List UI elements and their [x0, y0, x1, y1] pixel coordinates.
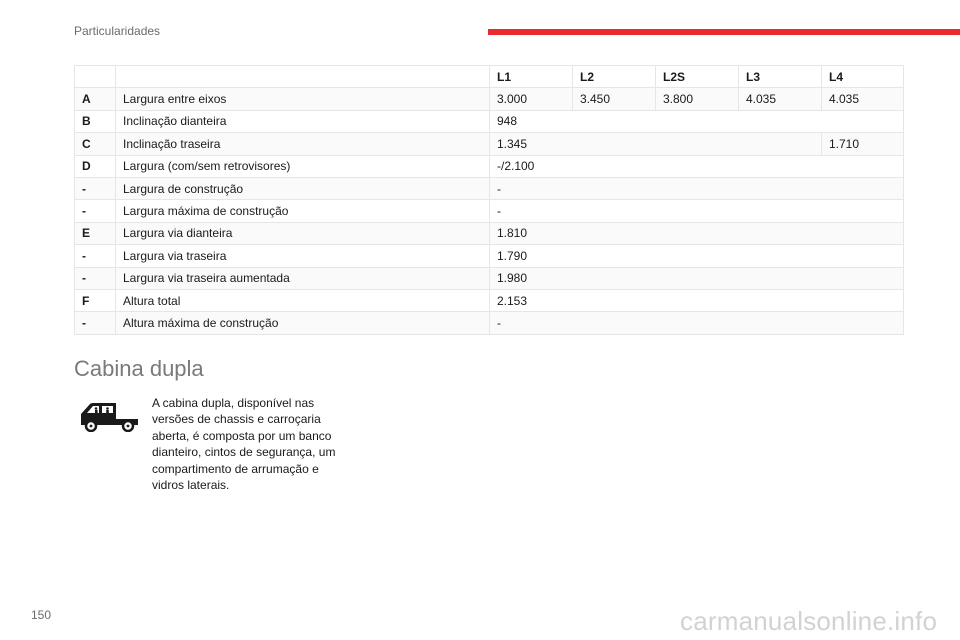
row-value: 1.810 — [490, 222, 904, 244]
row-value: 1.710 — [822, 133, 904, 155]
row-value: -/2.100 — [490, 155, 904, 177]
header-cell-l3: L3 — [739, 66, 822, 88]
row-value: 2.153 — [490, 289, 904, 311]
row-code: B — [75, 110, 116, 132]
row-code: E — [75, 222, 116, 244]
row-value: 3.000 — [490, 88, 573, 110]
row-label: Largura via traseira aumentada — [116, 267, 490, 289]
header-cell — [75, 66, 116, 88]
row-value: 3.800 — [656, 88, 739, 110]
row-label: Largura via dianteira — [116, 222, 490, 244]
header-cell — [116, 66, 490, 88]
row-value: 1.980 — [490, 267, 904, 289]
row-code: D — [75, 155, 116, 177]
double-cab-truck-icon — [78, 398, 140, 432]
row-label: Largura máxima de construção — [116, 200, 490, 222]
row-value: 1.790 — [490, 245, 904, 267]
table-row — [75, 222, 904, 244]
row-code: A — [75, 88, 116, 110]
table-row — [75, 245, 904, 267]
table-row — [75, 200, 904, 222]
cabina-dupla-heading: Cabina dupla — [74, 356, 204, 381]
table-row — [75, 110, 904, 132]
table-row — [75, 267, 904, 289]
row-value: - — [490, 200, 904, 222]
header-cell-l2: L2 — [573, 66, 656, 88]
table-row — [75, 289, 904, 311]
table-row — [75, 133, 904, 155]
table-row — [75, 312, 904, 334]
table-header-row — [75, 66, 904, 88]
row-value: 948 — [490, 110, 904, 132]
row-label: Largura (com/sem retrovisores) — [116, 155, 490, 177]
dimensions-table — [74, 65, 904, 335]
row-value: - — [490, 312, 904, 334]
row-code: C — [75, 133, 116, 155]
header-cell-l2s: L2S — [656, 66, 739, 88]
row-code: F — [75, 289, 116, 311]
row-code: - — [75, 177, 116, 199]
section-accent-bar — [488, 29, 960, 35]
row-label: Inclinação dianteira — [116, 110, 490, 132]
header-cell-l4: L4 — [822, 66, 904, 88]
row-label: Largura entre eixos — [116, 88, 490, 110]
header-cell-l1: L1 — [490, 66, 573, 88]
row-code: - — [75, 245, 116, 267]
table-row — [75, 88, 904, 110]
row-value: - — [490, 177, 904, 199]
row-value: 4.035 — [822, 88, 904, 110]
row-label: Inclinação traseira — [116, 133, 490, 155]
row-value: 4.035 — [739, 88, 822, 110]
section-title: Particularidades — [74, 24, 161, 38]
row-label: Largura via traseira — [116, 245, 490, 267]
page-number: 150 — [31, 608, 52, 622]
watermark: carmanualsonline.info — [680, 606, 938, 636]
table-row — [75, 177, 904, 199]
row-value: 3.450 — [573, 88, 656, 110]
row-label: Largura de construção — [116, 177, 490, 199]
row-code: - — [75, 267, 116, 289]
row-label: Altura máxima de construção — [116, 312, 490, 334]
row-code: - — [75, 312, 116, 334]
cabina-description: A cabina dupla, disponível nas versões de chassis e carroçaria aberta, é composta por um banco dianteiro, cintos de segurança, um compartimento de arrumação e vidros laterais. — [152, 396, 336, 493]
row-value: 1.345 — [490, 133, 822, 155]
row-label: Altura total — [116, 289, 490, 311]
row-code: - — [75, 200, 116, 222]
table-row — [75, 155, 904, 177]
